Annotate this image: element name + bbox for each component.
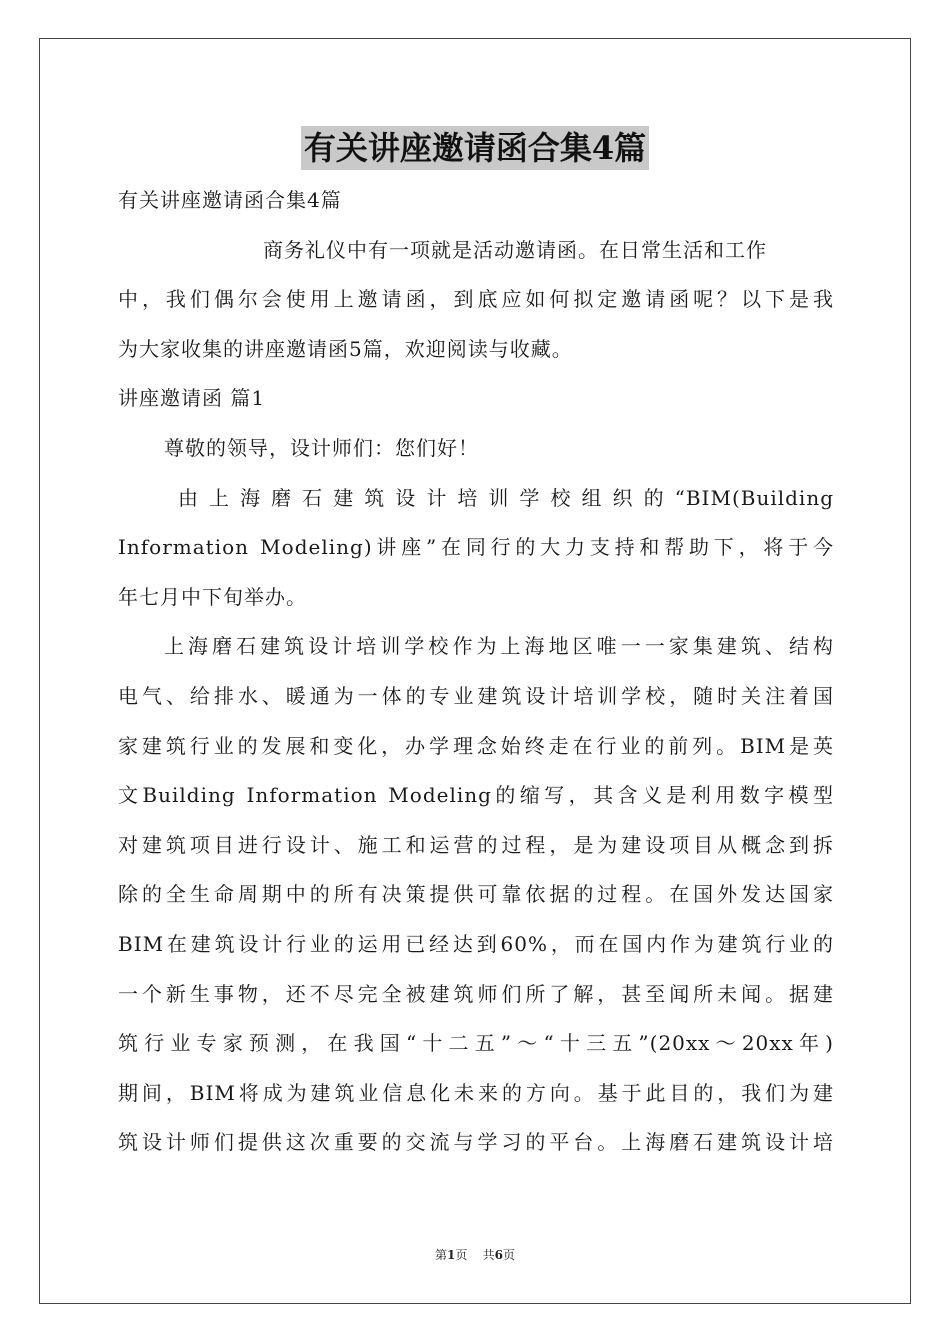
paragraph-line: 由上海磨石建筑设计培训学校组织的“BIM(Building — [178, 485, 834, 510]
paragraph-line: 筑设计师们提供这次重要的交流与学习的平台。上海磨石建筑设计培 — [118, 1130, 834, 1155]
paragraph-line: 中，我们偶尔会使用上邀请函，到底应如何拟定邀请函呢？以下是我 — [118, 287, 834, 312]
total-prefix: 共 — [482, 1248, 495, 1262]
page-prefix: 第 — [434, 1248, 447, 1262]
document-title: 有关讲座邀请函合集4篇 — [301, 126, 649, 170]
page-footer — [0, 1246, 950, 1263]
paragraph-line: 对建筑项目进行设计、施工和运营的过程，是为建设项目从概念到拆 — [118, 832, 834, 857]
paragraph-line: 文Building Information Modeling的缩写，其含义是利用数字模型 — [118, 783, 834, 808]
total-pages: 6 — [494, 1248, 503, 1262]
total-suffix: 页 — [503, 1248, 516, 1262]
paragraph-line: 年七月中下旬举办。 — [118, 584, 307, 609]
paragraph-line: 一个新生事物，还不尽完全被建筑师们所了解，甚至闻所未闻。据建 — [118, 981, 834, 1006]
paragraph-line: 筑行业专家预测，在我国“十二五”～“十三五”(20xx～20xx年) — [118, 1031, 834, 1056]
paragraph-line: 家建筑行业的发展和变化，办学理念始终走在行业的前列。BIM是英 — [118, 733, 834, 758]
paragraph-line: 期间，BIM将成为建筑业信息化未来的方向。基于此目的，我们为建 — [118, 1080, 834, 1105]
page-number: 1 — [446, 1248, 456, 1262]
paragraph-line: 上海磨石建筑设计培训学校作为上海地区唯一一家集建筑、结构 — [164, 634, 834, 659]
paragraph-line: 为大家收集的讲座邀请函5篇，欢迎阅读与收藏。 — [118, 336, 573, 361]
section-heading: 讲座邀请函 篇1 — [118, 386, 266, 411]
paragraph-line: 电气、给排水、暖通为一体的专业建筑设计培训学校，随时关注着国 — [118, 683, 834, 708]
paragraph-line: BIM在建筑设计行业的运用已经达到60%，而在国内作为建筑行业的 — [118, 931, 834, 956]
paragraph-line: 商务礼仪中有一项就是活动邀请函。在日常生活和工作 — [263, 237, 767, 262]
title-wrap — [0, 126, 950, 170]
salutation-line: 尊敬的领导，设计师们：您们好！ — [164, 435, 479, 460]
document-body — [118, 176, 834, 1168]
page-suffix: 页 — [455, 1248, 468, 1262]
paragraph-line: Information Modeling)讲座”在同行的大力支持和帮助下，将于今 — [118, 535, 834, 560]
paragraph-line: 除的全生命周期中的所有决策提供可靠依据的过程。在国外发达国家 — [118, 882, 834, 907]
subtitle-line: 有关讲座邀请函合集4篇 — [118, 188, 342, 212]
